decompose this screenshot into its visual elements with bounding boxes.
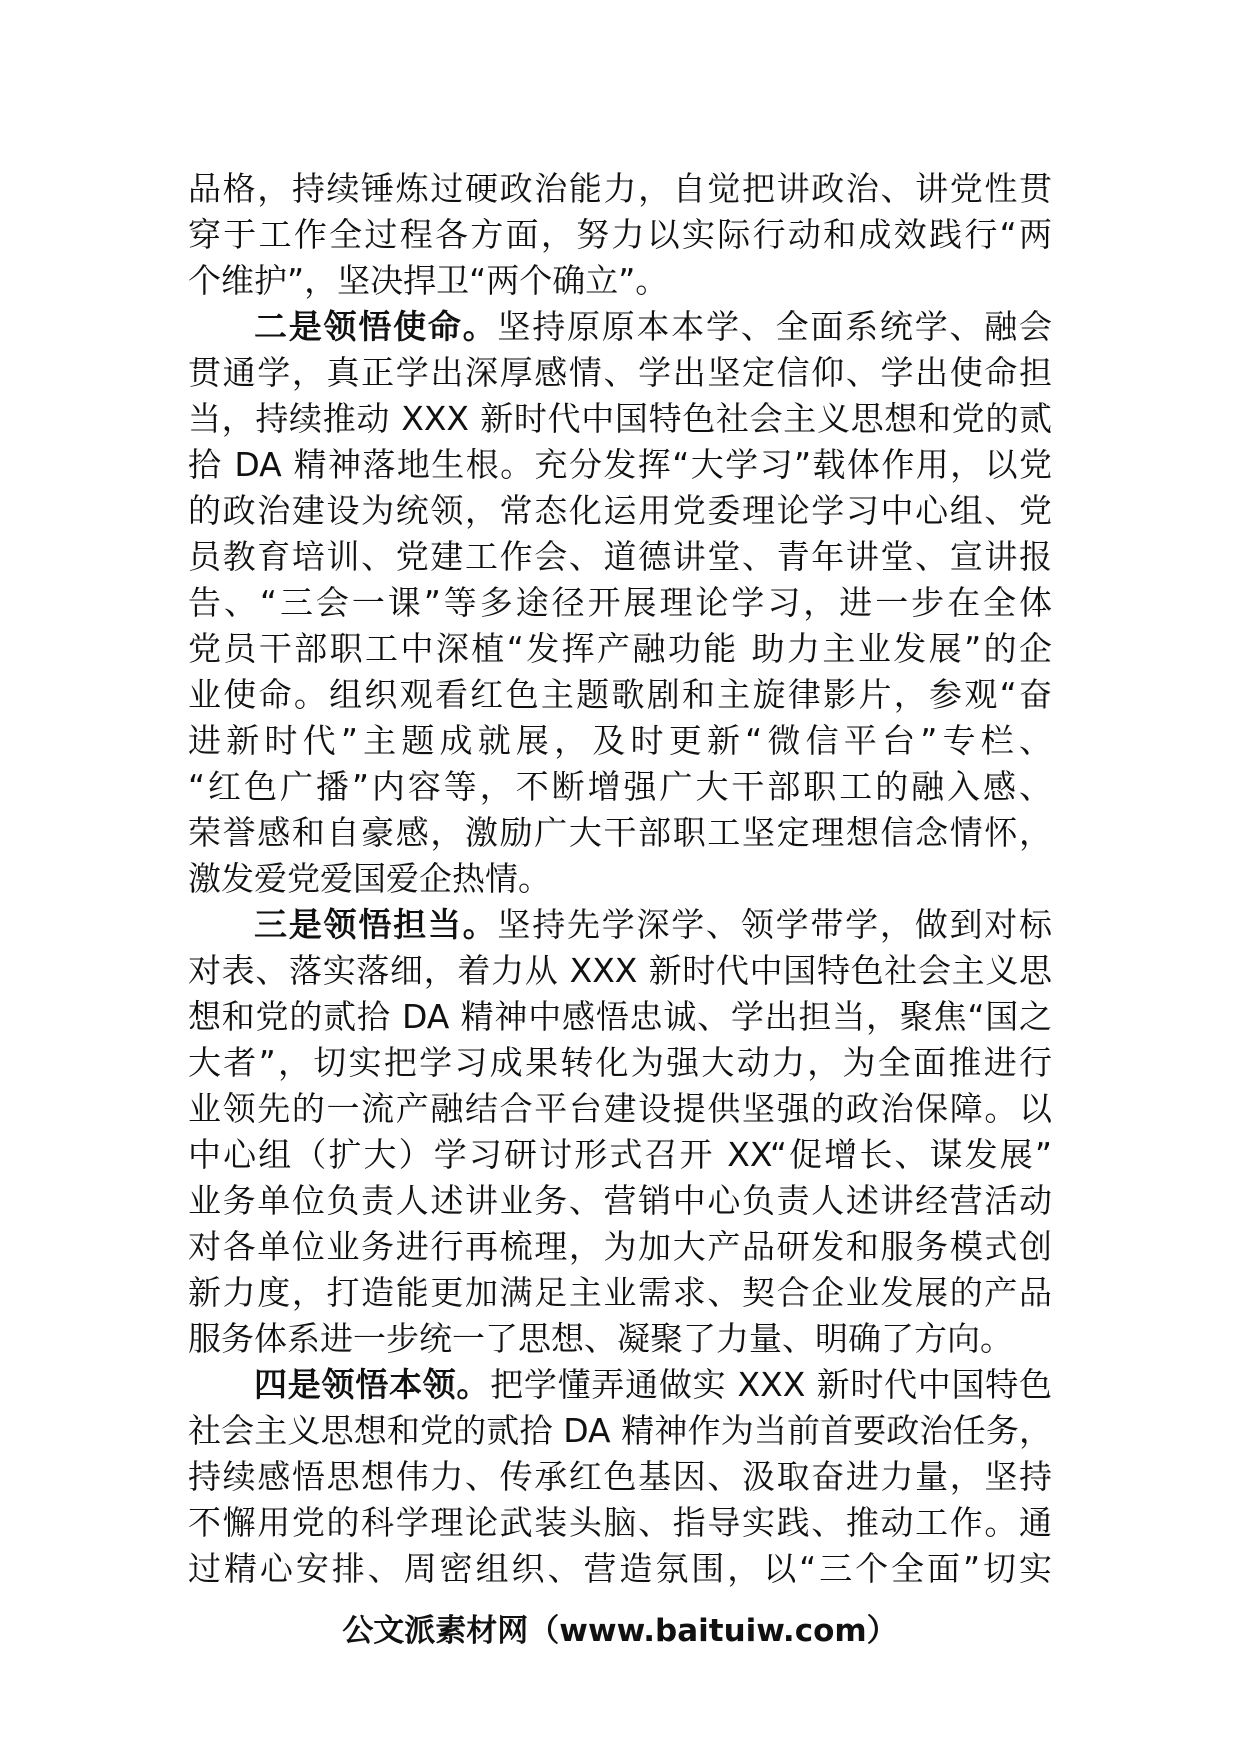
text-run: 把学懂弄通做实 XXX 新时代中国特色 <box>490 1365 1052 1404</box>
text-line: 激发爱党爱国爱企热情。 <box>188 859 551 898</box>
page-footer-watermark: 公文派素材网（www.baituiw.com） <box>342 1613 898 1649</box>
text-line: 的政治建设为统领，常态化运用党委理论学习中心组、党 <box>188 491 1052 530</box>
text-line: 不懈用党的科学理论武装头脑、指导实践、推动工作。通 <box>188 1503 1052 1542</box>
text-line: 大者”，切实把学习成果转化为强大动力，为全面推进行 <box>188 1043 1052 1082</box>
paragraph-responsibility <box>188 902 1052 1362</box>
text-line: 进新时代”主题成就展，及时更新“微信平台”专栏、 <box>188 721 1052 760</box>
text-line: 拾 DA 精神落地生根。充分发挥“大学习”载体作用，以党 <box>188 445 1052 484</box>
text-line: 贯通学，真正学出深厚感情、学出坚定信仰、学出使命担 <box>188 353 1052 392</box>
text-line: 品格，持续锤炼过硬政治能力，自觉把讲政治、讲党性贯 <box>188 169 1052 208</box>
text-line: 想和党的贰拾 DA 精神中感悟忠诚、学出担当，聚焦“国之 <box>188 997 1052 1036</box>
text-run: 坚持原原本本学、全面系统学、融会 <box>497 307 1052 346</box>
text-line: 业务单位负责人述讲业务、营销中心负责人述讲经营活动 <box>188 1181 1052 1220</box>
text-line <box>188 902 1052 948</box>
text-line: 对表、落实落细，着力从 XXX 新时代中国特色社会主义思 <box>188 951 1052 990</box>
text-line <box>188 304 1052 350</box>
text-line <box>188 1362 1052 1408</box>
text-line: 荣誉感和自豪感，激励广大干部职工坚定理想信念情怀， <box>188 813 1052 852</box>
paragraph-heading: 二是领悟使命。 <box>254 307 498 346</box>
text-line: 员教育培训、党建工作会、道德讲堂、青年讲堂、宣讲报 <box>188 537 1052 576</box>
text-line: 新力度，打造能更加满足主业需求、契合企业发展的产品 <box>188 1273 1052 1312</box>
text-line: 服务体系进一步统一了思想、凝聚了力量、明确了方向。 <box>188 1319 1013 1358</box>
paragraph-capability <box>188 1362 1052 1592</box>
text-line: 穿于工作全过程各方面，努力以实际行动和成效践行“两 <box>188 215 1052 254</box>
paragraph-heading: 三是领悟担当。 <box>254 905 498 944</box>
text-line: 告、“三会一课”等多途径开展理论学习，进一步在全体 <box>188 583 1052 622</box>
text-line: 个维护”，坚决捍卫“两个确立”。 <box>188 261 669 300</box>
text-line: 党员干部职工中深植“发挥产融功能 助力主业发展”的企 <box>188 629 1052 668</box>
text-line: 持续感悟思想伟力、传承红色基因、汲取奋进力量，坚持 <box>188 1457 1052 1496</box>
text-line: 当，持续推动 XXX 新时代中国特色社会主义思想和党的贰 <box>188 399 1052 438</box>
text-line: 中心组（扩大）学习研讨形式召开 XX“促增长、谋发展” <box>188 1135 1052 1174</box>
text-line: 业使命。组织观看红色主题歌剧和主旋律影片，参观“奋 <box>188 675 1052 714</box>
paragraph-heading: 四是领悟本领。 <box>254 1365 491 1404</box>
text-line: 业领先的一流产融结合平台建设提供坚强的政治保障。以 <box>188 1089 1052 1128</box>
paragraph-continuation <box>188 166 1052 304</box>
text-line: 对各单位业务进行再梳理，为加大产品研发和服务模式创 <box>188 1227 1052 1266</box>
document-body <box>188 166 1052 1592</box>
text-run: 坚持先学深学、领学带学，做到对标 <box>497 905 1052 944</box>
text-line: 社会主义思想和党的贰拾 DA 精神作为当前首要政治任务， <box>188 1411 1052 1450</box>
text-line: 过精心安排、周密组织、营造氛围，以“三个全面”切实 <box>188 1549 1052 1588</box>
text-line: “红色广播”内容等，不断增强广大干部职工的融入感、 <box>188 767 1052 806</box>
paragraph-mission <box>188 304 1052 902</box>
